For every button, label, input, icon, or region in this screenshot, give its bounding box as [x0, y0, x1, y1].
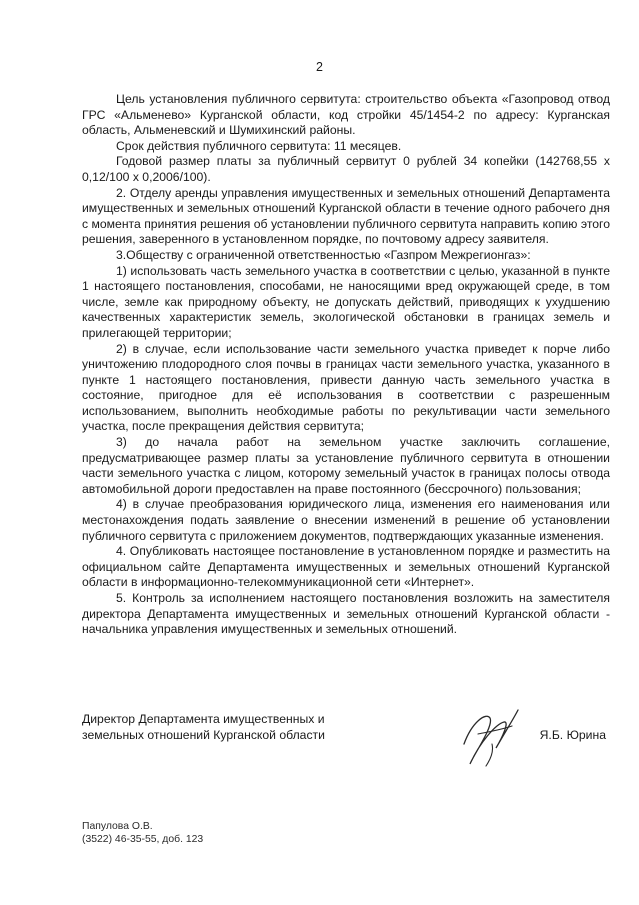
executor-info: [82, 820, 203, 846]
signer-title-line-1: Директор Департамента имущественных и: [82, 712, 325, 726]
paragraph-item-2: 2. Отделу аренды управления имущественных и земельных отношений Департамента имущественных и земельных отношений Курганской области в течение одного рабочего дня с момента принятия решения об установлении публичного сервитута направить копию этого решения, заверенного в установленном порядке, по почтовому адресу заявителя.: [82, 185, 610, 247]
paragraph-fee: Годовой размер платы за публичный сервитут 0 рублей 34 копейки (142768,55 x 0,12/100 x 0,2006/100).: [82, 154, 610, 184]
signer-title: [82, 712, 352, 743]
signature-block: [82, 712, 610, 772]
document-body: [82, 92, 610, 638]
handwritten-signature: [452, 704, 524, 770]
paragraph-item-4: 4. Опубликовать настоящее постановление в установленном порядке и разместить на официальном сайте Департамента имущественных и земельных отношений Курганской области в информационно-телекоммуникационной сети «Интернет».: [82, 544, 610, 590]
executor-phone: (3522) 46-35-55, доб. 123: [82, 834, 204, 846]
paragraph-subitem-3: 3) до начала работ на земельном участке заключить соглашение, предусматривающее размер платы за установление публичного сервитута в отношении части земельного участка с лицом, которому земельный участок в границах полосы отвода автомобильной дороги предоставлен на праве постоянного (бессрочного) пользования;: [82, 435, 610, 496]
paragraph-subitem-1: 1) использовать часть земельного участка в соответствии с целью, указанной в пункте 1 настоящего постановления, способами, не наносящими вред окружающей среде, в том числе, земле как природному объекту, не допускать действий, приводящих к ухудшению качественных характеристик земель, экологической обстановки в границах земель и прилегающей территории;: [82, 263, 610, 340]
page-number: 2: [316, 60, 323, 74]
paragraph-term: Срок действия публичного сервитута: 11 месяцев.: [116, 138, 402, 153]
paragraph-subitem-2: 2) в случае, если использование части земельного участка приведет к порче либо уничтожению плодородного слоя почвы в границах части земельного участка, указанного в пункте 1 настоящего постановления, привести данную часть земельного участка в состояние, пригодное для её использования в соответствии с разрешенным использованием, выполнить необходимые работы по рекультивации части земельного участка, после прекращения действия сервитута;: [82, 341, 610, 434]
paragraph-item-3: 3.Обществу с ограниченной ответственностью «Газпром Межрегионгаз»:: [116, 247, 531, 262]
executor-name: Папулова О.В.: [82, 821, 153, 832]
signer-title-line-2: земельных отношений Курганской области: [82, 727, 325, 742]
paragraph-purpose: Цель установления публичного сервитута: строительство объекта «Газопровод отвод ГРС «Альменево» Курганской области, код стройки 45/1454-2 по адресу: Курганская область, Альменевский и Шумихинский районы.: [82, 92, 610, 138]
paragraph-item-5: 5. Контроль за исполнением настоящего постановления возложить на заместителя директора Департамента имущественных и земельных отношений Курганской области - начальника управления имущественных и земельных отношений.: [82, 591, 610, 637]
signer-name: Я.Б. Юрина: [539, 728, 606, 742]
paragraph-subitem-4: 4) в случае преобразования юридического лица, изменения его наименования или местонахождения подать заявление о внесении изменений в решение об установлении публичного сервитута с приложением документов, подтверждающих указанные изменения.: [82, 497, 610, 543]
